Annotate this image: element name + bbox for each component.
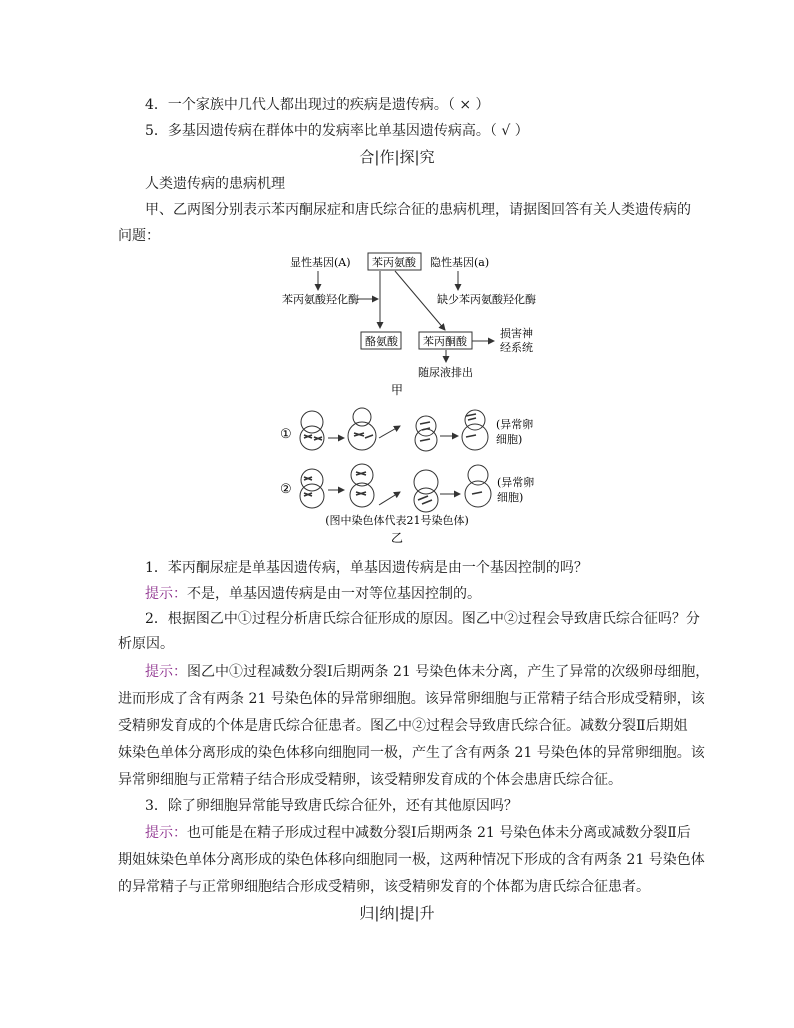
row-2-chromosomes [304, 472, 482, 504]
question-1: 1．苯丙酮尿症是单基因遗传病，单基因遗传病是由一个基因控制的吗？ [145, 560, 588, 576]
hint-2-line-2: 进而形成了含有两条 21 号染色体的异常卵细胞。该异常卵细胞与正常精子结合形成受精卵，该 [118, 691, 705, 707]
intro-line-2: 问题： [118, 228, 160, 244]
hint-2-line-4: 妹染色单体分离形成的染色体移向细胞同一极，产生了含有两条 21 号染色体的异常卵细胞。该 [118, 745, 705, 761]
hint-3-line-1 [145, 824, 691, 842]
hint-2-label: 提示： [145, 664, 187, 680]
topic-heading: 人类遗传病的患病机理 [145, 176, 285, 192]
caption-jia: 甲 [390, 383, 404, 397]
row-1-chromosomes [304, 414, 476, 441]
lacks-hydroxylase-label: 缺少苯丙氨酸羟化酶 [437, 293, 536, 306]
abnormal-1-line-1: (异常卵 [496, 418, 534, 431]
damage-line-2: 经系统 [500, 341, 533, 354]
row-label-1: ① [280, 427, 292, 442]
hint-2-text-1: 图乙中①过程减数分裂Ⅰ后期两条 21 号染色体未分离，产生了异常的次级卵母细胞， [187, 664, 710, 680]
statement-4: 4．一个家族中几代人都出现过的疾病是遗传病。（ × ） [145, 97, 490, 113]
phenylpyruvic-label: 苯丙酮酸 [423, 335, 467, 348]
abnormal-2-line-2: 细胞) [497, 491, 524, 504]
hint-1 [145, 585, 481, 603]
phenylalanine-label: 苯丙氨酸 [372, 256, 416, 269]
summary-title: 归|纳|提|升 [359, 904, 435, 922]
hint-2-line-5: 异常卵细胞与正常精子结合形成受精卵，该受精卵发育成的个体会患唐氏综合征。 [118, 772, 622, 788]
tyrosine-label: 酪氨酸 [365, 335, 398, 348]
damage-line-1: 损害神 [500, 327, 533, 340]
question-3: 3．除了卵细胞异常能导致唐氏综合征外，还有其他原因吗？ [145, 798, 518, 814]
hint-3-line-2: 期姐妹染色单体分离形成的染色体移向细胞同一极，这两种情况下形成的含有两条 21 号染色体 [118, 852, 705, 868]
hint-3-line-3: 的异常精子与正常卵细胞结合形成受精卵，该受精卵发育的个体都为唐氏综合征患者。 [118, 879, 650, 895]
caption-yi: 乙 [390, 531, 404, 545]
abnormal-2-line-1: (异常卵 [497, 476, 535, 489]
statement-5: 5．多基因遗传病在群体中的发病率比单基因遗传病高。（ √ ） [145, 123, 529, 139]
section-title: 合|作|探|究 [359, 148, 435, 166]
hint-3-label: 提示： [145, 825, 187, 841]
hint-1-label: 提示： [145, 586, 187, 602]
hint-2-line-1 [145, 663, 709, 681]
hydroxylase-label: 苯丙氨酸羟化酶 [282, 293, 359, 306]
hint-3-text-1: 也可能是在精子形成过程中减数分裂Ⅰ后期两条 21 号染色体未分离或减数分裂Ⅱ后 [187, 825, 691, 841]
abnormal-1-line-2: 细胞) [496, 433, 523, 446]
hint-2-line-3: 受精卵发育成的个体是唐氏综合征患者。图乙中②过程会导致唐氏综合征。减数分裂Ⅱ后期姐 [118, 718, 688, 734]
intro-line-1: 甲、乙两图分别表示苯丙酮尿症和唐氏综合征的患病机理，请据图回答有关人类遗传病的 [145, 202, 691, 218]
dominant-gene-label: 显性基因(A) [290, 256, 351, 269]
chromosome-note: (图中染色体代表21号染色体) [325, 514, 469, 527]
recessive-gene-label: 隐性基因(a) [430, 256, 490, 269]
hint-1-text: 不是，单基因遗传病是由一对等位基因控制的。 [187, 586, 481, 602]
urine-label: 随尿液排出 [418, 366, 473, 379]
question-2-line-1: 2．根据图乙中①过程分析唐氏综合征形成的原因。图乙中②过程会导致唐氏综合征吗？分 [145, 611, 700, 627]
row-label-2: ② [280, 482, 292, 497]
row-2-cells [300, 464, 491, 512]
question-2-line-2: 析原因。 [118, 636, 174, 652]
